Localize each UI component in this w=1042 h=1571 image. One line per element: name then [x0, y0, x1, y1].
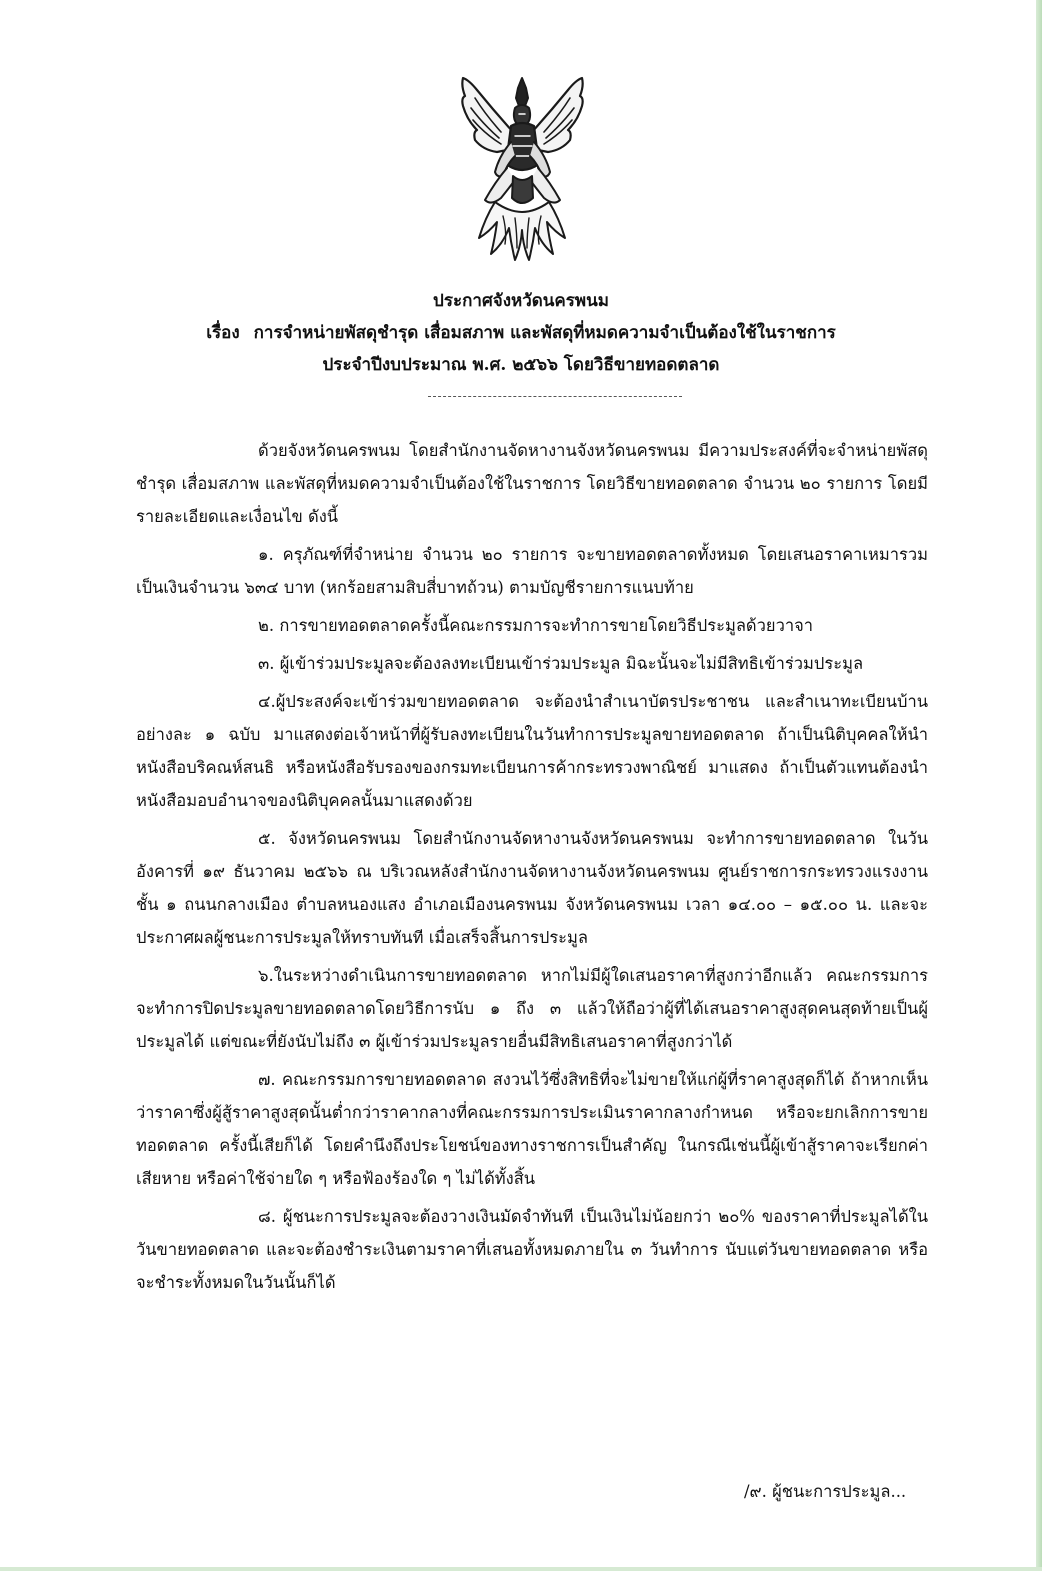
- announcement-body: [136, 434, 928, 1304]
- announcement-subject-line2: ประจำปีงบประมาณ พ.ศ. ๒๕๖๖ โดยวิธีขายทอดตลาด: [322, 355, 720, 375]
- body-paragraph-5: ๕. จังหวัดนครพนม โดยสำนักงานจัดหางานจังหวัดนครพนม จะทำการขายทอดตลาด ในวันอังคารที่ ๑๙ ธันวาคม ๒๕๖๖ ณ บริเวณหลังสำนักงานจัดหางานจังหวัดนครพนม ศูนย์ราชการกระทรวงแรงงาน ชั้น ๑ ถนนกลางเมือง ตำบลหนองแสง อำเภอเมืองนครพนม จังหวัดนครพนม เวลา ๑๔.๐๐ – ๑๕.๐๐ น. และจะประกาศผลผู้ชนะการประมูลให้ทราบทันที เมื่อเสร็จสิ้นการประมูล: [136, 829, 928, 947]
- header-divider: [428, 396, 682, 397]
- body-paragraph-2: ๒. การขายทอดตลาดครั้งนี้คณะกรรมการจะทำการขายโดยวิธีประมูลด้วยวาจา: [258, 616, 814, 635]
- page-continuation-note: /๙. ผู้ชนะการประมูล...: [744, 1482, 907, 1501]
- garuda-emblem-icon: [455, 72, 590, 267]
- announcement-title: ประกาศจังหวัดนครพนม: [433, 291, 609, 311]
- subject-text: การจำหน่ายพัสดุชำรุด เสื่อมสภาพ และพัสดุที่หมดความจำเป็นต้องใช้ในราชการ: [253, 323, 836, 343]
- subject-label: เรื่อง: [206, 323, 240, 343]
- body-paragraph-3: ๓. ผู้เข้าร่วมประมูลจะต้องลงทะเบียนเข้าร่วมประมูล มิฉะนั้นจะไม่มีสิทธิเข้าร่วมประมูล: [258, 654, 864, 673]
- body-paragraph-4: ๔.ผู้ประสงค์จะเข้าร่วมขายทอดตลาด จะต้องนำสำเนาบัตรประชาชน และสำเนาทะเบียนบ้านอย่างละ ๑ ฉบับ มาแสดงต่อเจ้าหน้าที่ผู้รับลงทะเบียนในวันทำการประมูลขายทอดตลาด ถ้าเป็นนิติบุคคลให้นำหนังสือบริคณห์สนธิ หรือหนังสือรับรองของกรมทะเบียนการค้ากระทรวงพาณิชย์ มาแสดง ถ้าเป็นตัวแทนต้องนำหนังสือมอบอำนาจของนิติบุคคลนั้นมาแสดงด้วย: [136, 692, 928, 810]
- body-paragraph-1: ๑. ครุภัณฑ์ที่จำหน่าย จำนวน ๒๐ รายการ จะขายทอดตลาดทั้งหมด โดยเสนอราคาเหมารวม เป็นเงินจำนวน ๖๓๔ บาท (หกร้อยสามสิบสี่บาทถ้วน) ตามบัญชีรายการแนบท้าย: [136, 545, 928, 597]
- page-edge-right: [1036, 0, 1042, 1571]
- body-paragraph-6: ๖.ในระหว่างดำเนินการขายทอดตลาด หากไม่มีผู้ใดเสนอราคาที่สูงกว่าอีกแล้ว คณะกรรมการจะทำการปิดประมูลขายทอดตลาดโดยวิธีการนับ ๑ ถึง ๓ แล้วให้ถือว่าผู้ที่ได้เสนอราคาสูงสุดคนสุดท้ายเป็นผู้ประมูลได้ แต่ขณะที่ยังนับไม่ถึง ๓ ผู้เข้าร่วมประมูลรายอื่นมีสิทธิเสนอราคาที่สูงกว่าได้: [136, 966, 928, 1051]
- body-paragraph-intro: ด้วยจังหวัดนครพนม โดยสำนักงานจัดหางานจังหวัดนครพนม มีความประสงค์ที่จะจำหน่ายพัสดุชำรุด เสื่อมสภาพ และพัสดุที่หมดความจำเป็นต้องใช้ในราชการ โดยวิธีขายทอดตลาด จำนวน ๒๐ รายการ โดยมีรายละเอียดและเงื่อนไข ดังนี้: [136, 441, 928, 526]
- body-paragraph-7: ๗. คณะกรรมการขายทอดตลาด สงวนไว้ซึ่งสิทธิที่จะไม่ขายให้แก่ผู้ที่ราคาสูงสุดก็ได้ ถ้าหากเห็นว่าราคาซึ่งผู้สู้ราคาสูงสุดนั้นต่ำกว่าราคากลางที่คณะกรรมการประเมินราคากลางกำหนด หรือจะยกเลิกการขายทอดตลาด ครั้งนี้เสียก็ได้ โดยคำนึงถึงประโยชน์ของทางราชการเป็นสำคัญ ในกรณีเช่นนี้ผู้เข้าสู้ราคาจะเรียกค่าเสียหาย หรือค่าใช้จ่ายใด ๆ หรือฟ้องร้องใด ๆ ไม่ได้ทั้งสิ้น: [136, 1070, 928, 1188]
- announcement-subject: [0, 318, 1042, 348]
- body-paragraph-8: ๘. ผู้ชนะการประมูลจะต้องวางเงินมัดจำทันที เป็นเงินไม่น้อยกว่า ๒๐% ของราคาที่ประมูลได้ในวันขายทอดตลาด และจะต้องชำระเงินตามราคาที่เสนอทั้งหมดภายใน ๓ วันทำการ นับแต่วันขายทอดตลาด หรือจะชำระทั้งหมดในวันนั้นก็ได้: [136, 1207, 928, 1292]
- page-edge-bottom: [0, 1567, 1042, 1571]
